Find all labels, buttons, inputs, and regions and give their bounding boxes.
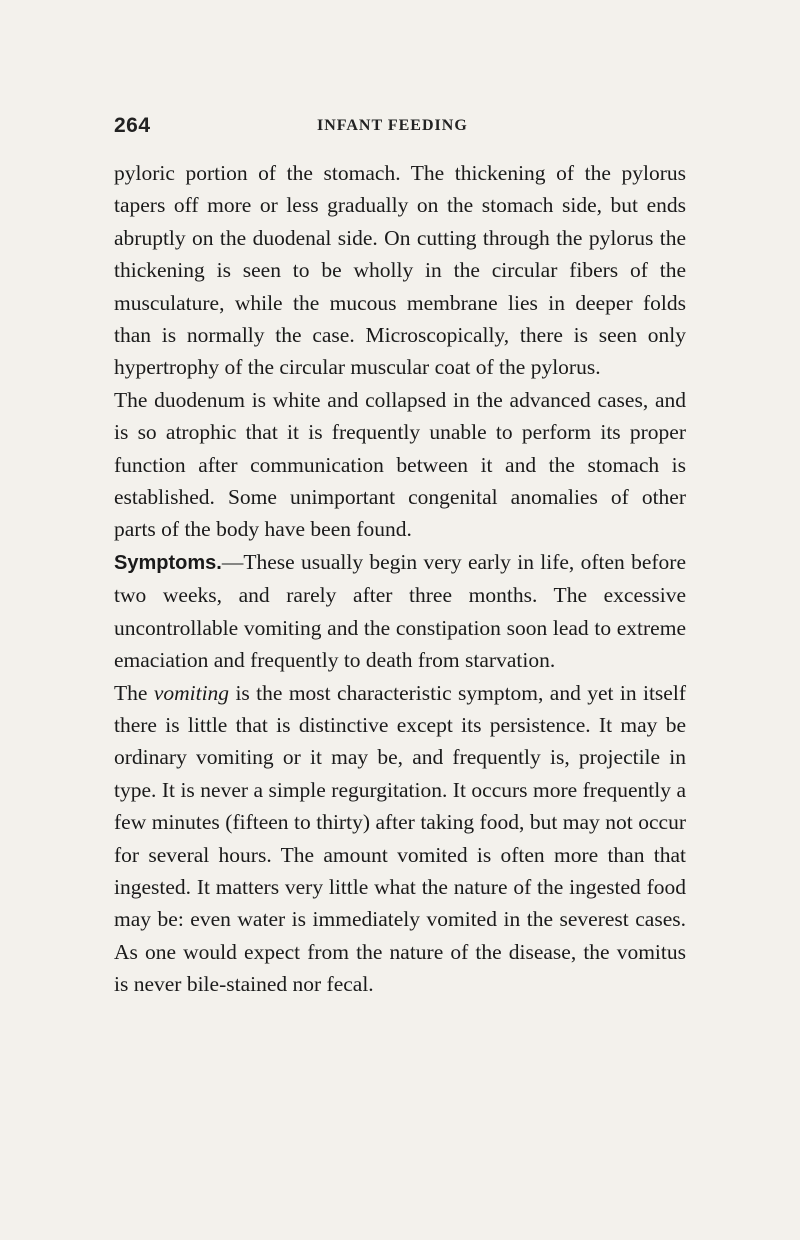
paragraph-symptoms — [114, 546, 686, 677]
emphasis-vomiting: vomiting — [153, 680, 230, 705]
paragraph-text: is the most characteristic symptom, and yet in itself there is little that is distinctive except its persistence. It may be ordinary vomiting or it may be, and frequently is, projectile in type. It is never a simple regurgitation. It occurs more frequently a few minutes (fifteen to thirty) after taking food, but may not occur for several hours. The amount vomited is often more than that ingested. It matters very little what the nature of the ingested food may be: even water is immediately vomited in the severest cases. As one would expect from the nature of the disease, the vomitus is never bile-stained nor fecal. — [114, 680, 686, 997]
paragraph-pathology — [114, 157, 686, 384]
page-number: 264 — [114, 114, 151, 137]
paragraph-duodenum — [114, 384, 686, 546]
paragraph-text: The duodenum is white and collapsed in the advanced cases, and is so atrophic that it is frequently unable to perform its proper function after communication between it and the stomach is established. Some unimportant congenital anomalies of other parts of the body have been found. — [114, 387, 686, 542]
running-head: INFANT FEEDING — [317, 117, 468, 134]
paragraph-vomiting — [114, 677, 686, 1001]
paragraph-lead: The — [114, 680, 154, 705]
paragraph-text: pyloric portion of the stomach. The thickening of the pylorus tapers off more or less gradually on the stomach side, but ends abruptly on the duodenal side. On cutting through the pylorus the thickening is seen to be wholly in the circular fibers of the musculature, while the mucous membrane lies in deeper folds than is normally the case. Microscopically, there is seen only hypertrophy of the circular muscular coat of the pylorus. — [114, 161, 686, 380]
paragraph-text: —These usually begin very early in life, often before two weeks, and rarely after three months. The excessive uncontrollable vomiting and the constipation soon lead to extreme emaciation and frequently to death from starvation. — [114, 549, 686, 673]
section-heading-symptoms: Symptoms. — [114, 551, 222, 574]
body-text — [114, 157, 686, 1001]
page-header — [114, 114, 686, 144]
